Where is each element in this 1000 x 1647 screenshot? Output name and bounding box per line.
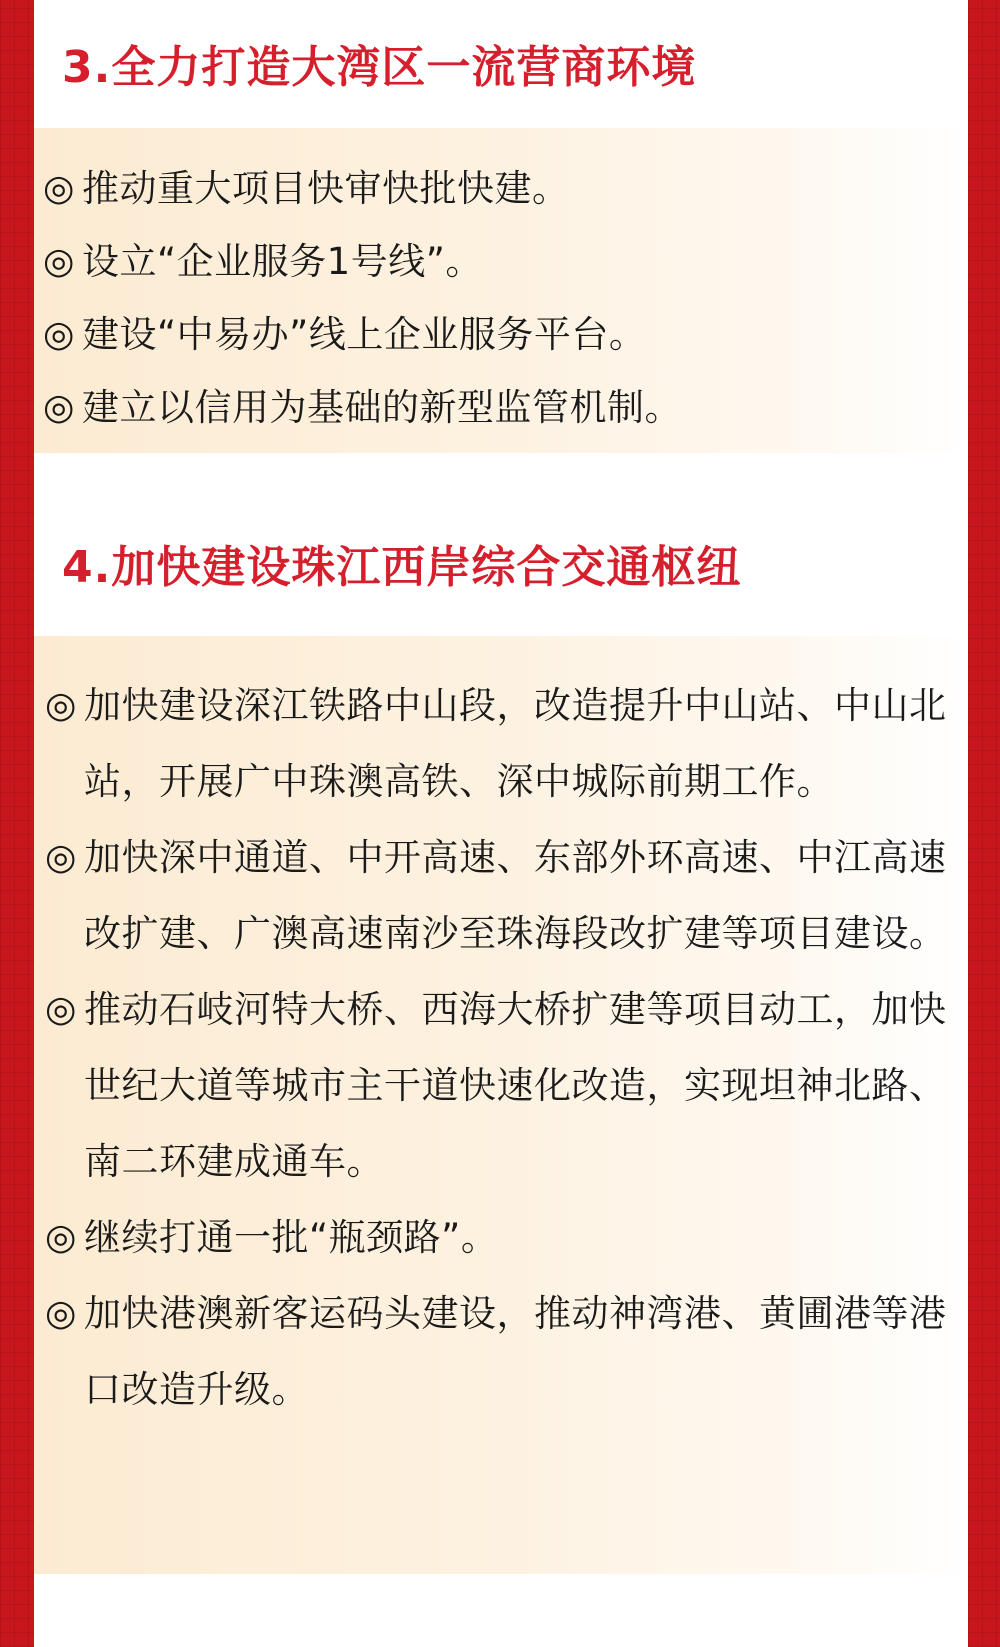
list-item-text: 加快港澳新客运码头建设，推动神湾港、黄圃港等港口改造升级。 xyxy=(84,1292,947,1411)
double-circle-bullet-icon: ◎ xyxy=(43,241,75,282)
document-page xyxy=(34,0,968,1647)
double-circle-bullet-icon: ◎ xyxy=(45,1293,77,1334)
list-item xyxy=(34,225,968,298)
list-item xyxy=(34,668,968,820)
section-4-panel xyxy=(34,636,968,1574)
section-4-list xyxy=(34,636,968,1428)
list-item xyxy=(34,820,968,972)
section-3-panel xyxy=(34,128,968,453)
double-circle-bullet-icon: ◎ xyxy=(43,387,75,428)
list-item-text: 建设“中易办”线上企业服务平台。 xyxy=(82,313,647,356)
list-item-text: 加快建设深江铁路中山段，改造提升中山站、中山北站，开展广中珠澳高铁、深中城际前期工作。 xyxy=(84,684,947,803)
double-circle-bullet-icon: ◎ xyxy=(45,989,77,1030)
list-item xyxy=(34,972,968,1200)
list-item xyxy=(34,298,968,371)
list-item-text: 设立“企业服务1号线”。 xyxy=(82,240,483,283)
list-item xyxy=(34,152,968,225)
list-item xyxy=(34,1200,968,1276)
double-circle-bullet-icon: ◎ xyxy=(43,314,75,355)
list-item-text: 继续打通一批“瓶颈路”。 xyxy=(84,1216,499,1259)
section-4-title: 4.加快建设珠江西岸综合交通枢纽 xyxy=(62,542,742,593)
list-item-text: 建立以信用为基础的新型监管机制。 xyxy=(82,386,682,429)
list-item-text: 加快深中通道、中开高速、东部外环高速、中江高速改扩建、广澳高速南沙至珠海段改扩建等项目建设。 xyxy=(84,836,947,955)
left-red-border xyxy=(0,0,34,1647)
list-item xyxy=(34,1276,968,1428)
section-3-title: 3.全力打造大湾区一流营商环境 xyxy=(62,42,697,93)
double-circle-bullet-icon: ◎ xyxy=(43,168,75,209)
double-circle-bullet-icon: ◎ xyxy=(45,1217,77,1258)
list-item xyxy=(34,371,968,444)
double-circle-bullet-icon: ◎ xyxy=(45,837,77,878)
list-item-text: 推动石岐河特大桥、西海大桥扩建等项目动工，加快世纪大道等城市主干道快速化改造，实现坦神北路、南二环建成通车。 xyxy=(84,988,947,1183)
list-item-text: 推动重大项目快审快批快建。 xyxy=(82,167,570,210)
section-3-list xyxy=(34,128,968,444)
double-circle-bullet-icon: ◎ xyxy=(45,685,77,726)
right-red-border xyxy=(968,0,1000,1647)
